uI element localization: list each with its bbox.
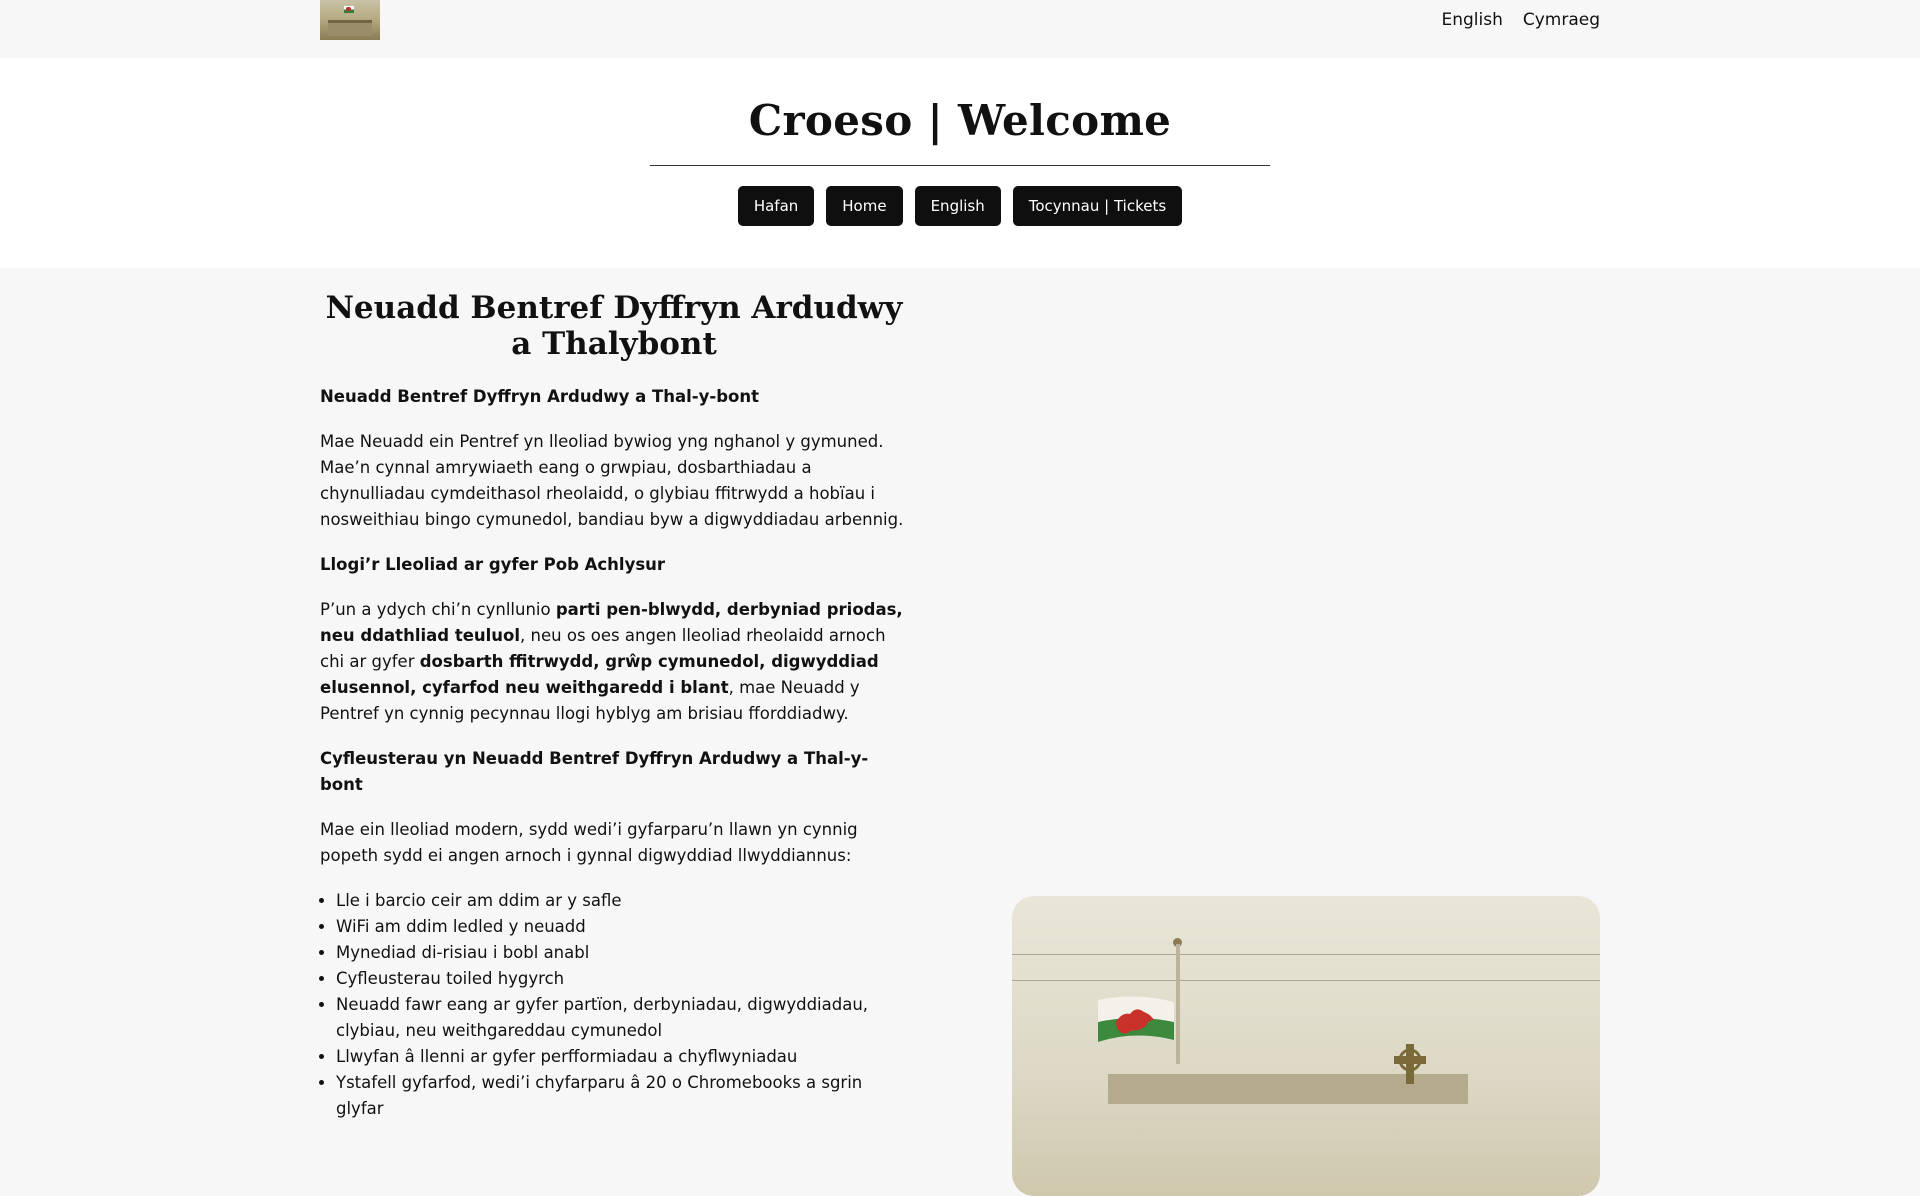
- title-divider: [650, 165, 1270, 166]
- list-item: • Neuadd fawr eang ar gyfer partïon, derbyniadau, digwyddiadau, clybiau, neu weithgareddau cymunedol: [336, 992, 908, 1044]
- section-heading: Neuadd Bentref Dyffryn Ardudwy a Thalybont: [325, 290, 903, 362]
- village-hall-painting: [1012, 896, 1600, 1196]
- site-logo[interactable]: [320, 0, 380, 40]
- main-content: [0, 268, 1920, 1118]
- english-button[interactable]: English: [915, 186, 1001, 226]
- list-item: • Cyfleusterau toiled hygyrch: [336, 966, 908, 992]
- hafan-button[interactable]: Hafan: [738, 186, 814, 226]
- subheading-hire: Llogi’r Lleoliad ar gyfer Pob Achlysur: [320, 555, 666, 574]
- list-item: • Ystafell gyfarfod, wedi’i chyfarparu â 20 o Chromebooks a sgrin glyfar: [336, 1070, 908, 1122]
- top-bar: [0, 0, 1920, 58]
- lang-link-english[interactable]: English: [1441, 10, 1503, 30]
- hero-section: [0, 58, 1920, 268]
- list-item: • Mynediad di-risiau i bobl anabl: [336, 940, 908, 966]
- hero-buttons: [0, 186, 1920, 226]
- subheading-facilities: Cyfleusterau yn Neuadd Bentref Dyffryn Ardudwy a Thal-y-bont: [320, 749, 869, 794]
- lang-link-cymraeg[interactable]: Cymraeg: [1522, 10, 1600, 30]
- list-item: • WiFi am ddim ledled y neuadd: [336, 914, 908, 940]
- paragraph-intro: Mae Neuadd ein Pentref yn lleoliad bywiog yng nghanol y gymuned. Mae’n cynnal amrywiaeth eang o grwpiau, dosbarthiadau a chynulliadau cymdeithasol rheolaidd, o glybiau ffitrwydd a hobïau i nosweithiau bingo cymunedol, bandiau byw a digwyddiadau arbennig.: [320, 432, 904, 529]
- wire-line: [1012, 954, 1600, 955]
- tickets-button[interactable]: Tocynnau | Tickets: [1013, 186, 1182, 226]
- intro-column: [320, 290, 908, 1122]
- celtic-cross-icon: [1392, 1044, 1428, 1084]
- paragraph-facilities: Mae ein lleoliad modern, sydd wedi’i gyfarparu’n llawn yn cynnig popeth sydd ei angen arnoch i gynnal digwyddiad llwyddiannus:: [320, 820, 858, 865]
- paragraph-hire: P’un a ydych chi’n cynllunio parti pen-blwydd, derbyniad priodas, neu ddathliad teuluol, neu os oes angen lleoliad rheolaidd arnoch chi ar gyfer dosbarth ffitrwydd, grŵp cymunedol, digwyddiad elusennol, cyfarfod neu weithgaredd i blant, mae Neuadd y Pentref yn cynnig pecynnau llogi hyblyg am brisiau fforddiadwy.: [320, 600, 903, 723]
- list-item: • Llwyfan â llenni ar gyfer perfformiadau a chyflwyniadau: [336, 1044, 908, 1070]
- flagpole: [1176, 944, 1180, 1064]
- hall-icon: [328, 20, 372, 36]
- facilities-list: [320, 888, 908, 1122]
- language-switcher: [1441, 10, 1600, 30]
- wire-line: [1012, 980, 1600, 981]
- home-button[interactable]: Home: [826, 186, 902, 226]
- welsh-flag-icon: [1094, 992, 1176, 1050]
- flag-icon: [344, 6, 354, 13]
- page-title: Croeso | Welcome: [748, 96, 1172, 145]
- list-item: • Lle i barcio ceir am ddim ar y safle: [336, 888, 908, 914]
- subheading-hall: Neuadd Bentref Dyffryn Ardudwy a Thal-y-bont: [320, 387, 760, 406]
